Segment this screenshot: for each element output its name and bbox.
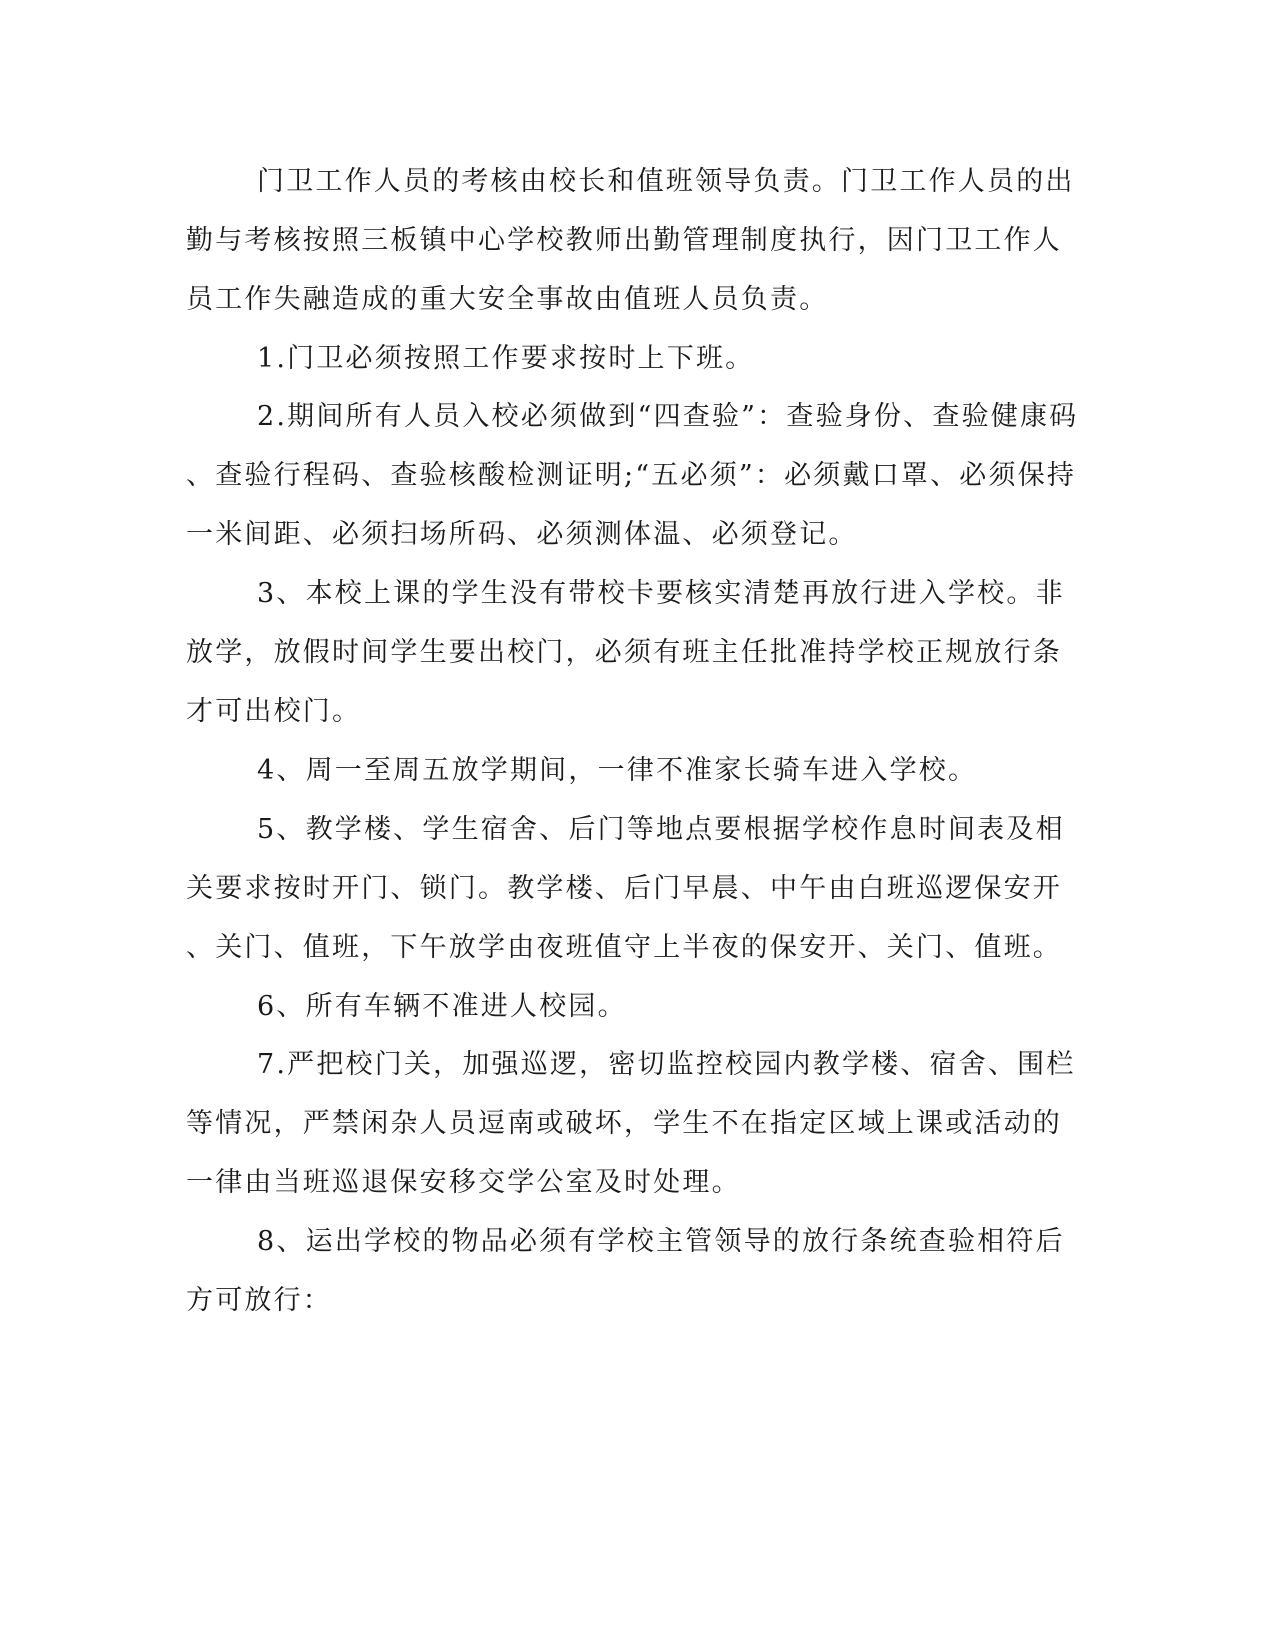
list-item: 3、本校上课的学生没有带校卡要核实清楚再放行进入学校。非 — [257, 578, 1065, 609]
list-item: 8、运出学校的物品必须有学校主管领导的放行条统查验相符后 — [257, 1226, 1065, 1257]
paragraph-line: 才可出校门。 — [186, 696, 362, 727]
list-item: 2.期间所有人员入校必须做到“四查验”：查验身份、查验健康码 — [257, 401, 1079, 432]
list-item: 5、教学楼、学生宿舍、后门等地点要根据学校作息时间表及相 — [257, 814, 1065, 845]
paragraph-line: 等情况，严禁闲杂人员逗南或破坏，学生不在指定区域上课或活动的 — [186, 1108, 1062, 1139]
paragraph-line: 门卫工作人员的考核由校长和值班领导负责。门卫工作人员的出 — [257, 166, 1075, 197]
paragraph-line: 、查验行程码、查验核酸检测证明;“五必须”：必须戴口罩、必须保持 — [186, 460, 1077, 491]
paragraph-line: 员工作失融造成的重大安全事故由值班人员负责。 — [186, 284, 829, 315]
paragraph-line: 关要求按时开门、锁门。教学楼、后门早晨、中午由白班巡逻保安开 — [186, 873, 1062, 904]
paragraph-line: 方可放行： — [186, 1285, 332, 1316]
list-item: 4、周一至周五放学期间，一律不准家长骑车进入学校。 — [257, 755, 978, 786]
list-item: 1.门卫必须按照工作要求按时上下班。 — [257, 343, 755, 374]
paragraph-line: 放学，放假时间学生要出校门，必须有班主任批准持学校正规放行条 — [186, 637, 1062, 668]
paragraph-line: 一律由当班巡退保安移交学公室及时处理。 — [186, 1167, 741, 1198]
list-item: 6、所有车辆不准进人校园。 — [257, 991, 627, 1022]
list-item: 7.严把校门关，加强巡逻，密切监控校园内教学楼、宿舍、围栏 — [257, 1049, 1076, 1080]
paragraph-line: 勤与考核按照三板镇中心学校教师出勤管理制度执行，因门卫工作人 — [186, 225, 1062, 256]
paragraph-line: 、关门、值班，下午放学由夜班值守上半夜的保安开、关门、值班。 — [186, 932, 1062, 963]
paragraph-line: 一米间距、必须扫场所码、必须测体温、必须登记。 — [186, 519, 858, 550]
